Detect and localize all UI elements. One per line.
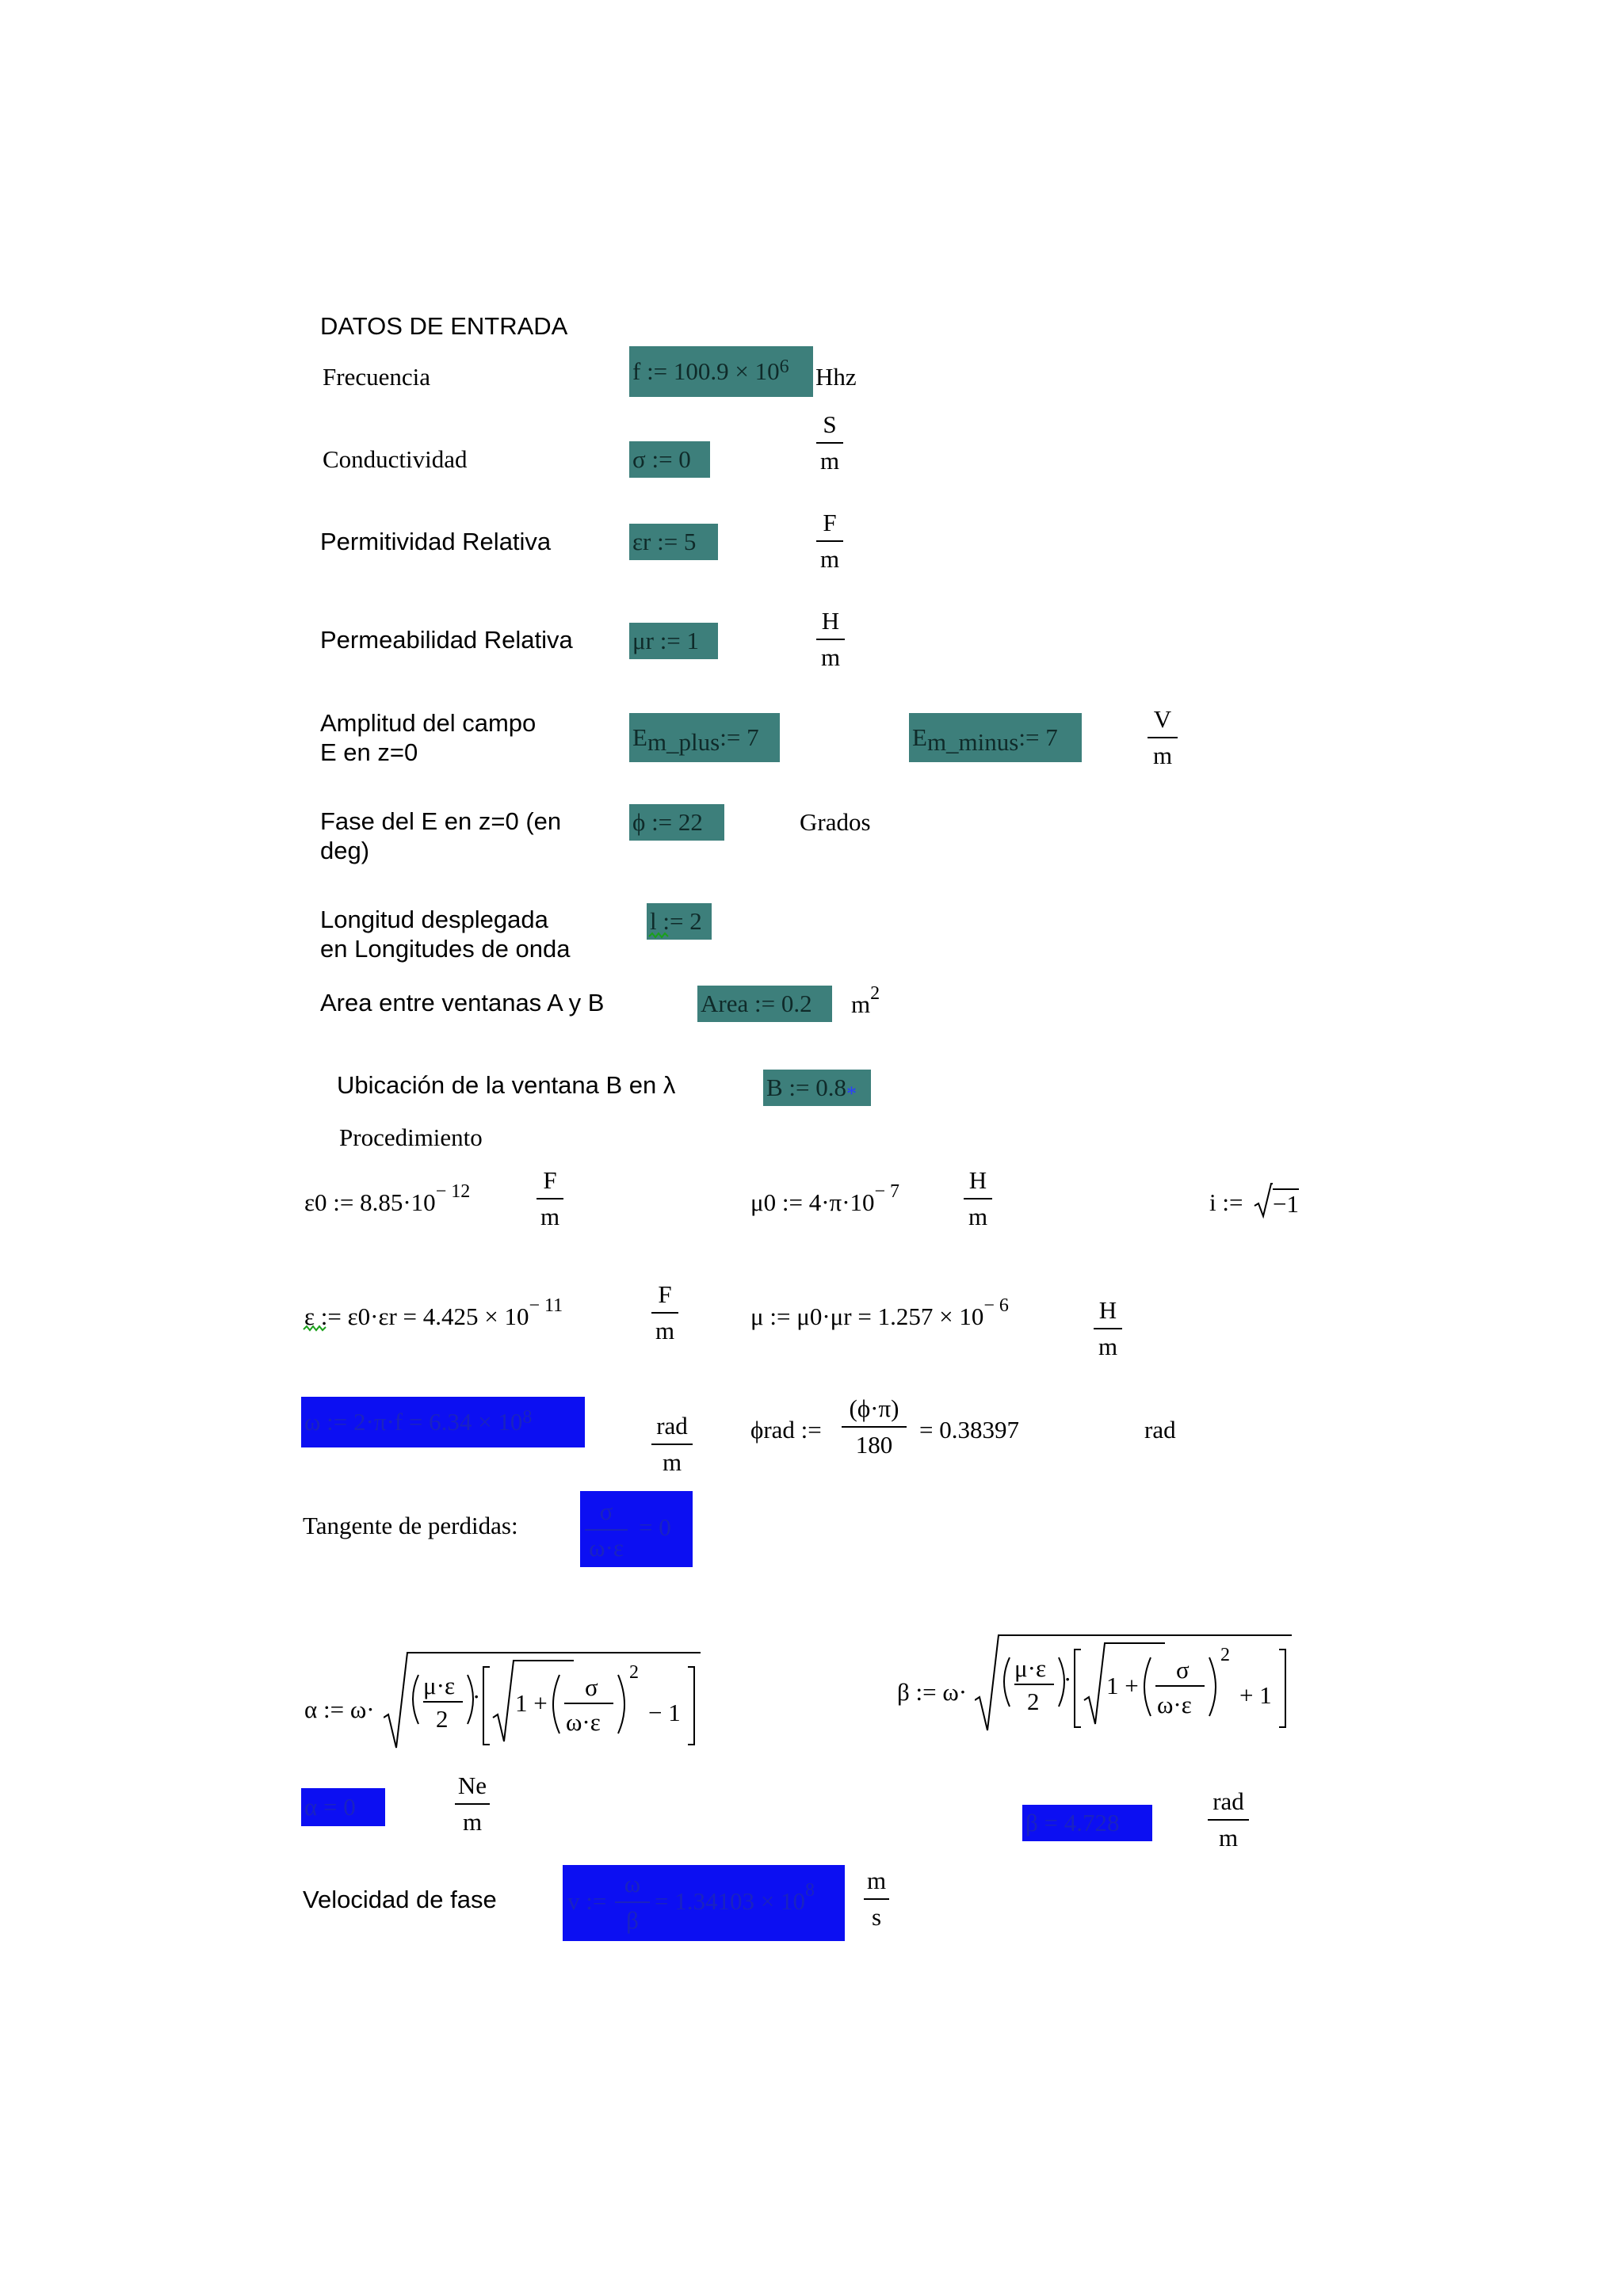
beta-omega-eps: ω·ε	[1157, 1691, 1192, 1718]
unit-numerator: V	[1153, 705, 1172, 733]
unit-denominator: m	[462, 1808, 483, 1836]
alpha-mu-eps: μ·ε	[423, 1672, 455, 1699]
area-expression: Area := 0.2	[701, 990, 812, 1017]
svg-text:·: ·	[472, 1683, 481, 1711]
phirad-lhs: ϕrad :=	[750, 1416, 822, 1444]
unit-numerator: F	[823, 509, 837, 536]
label-longitud-line1: Longitud desplegada	[320, 906, 548, 933]
velocity-numerator: ω	[624, 1870, 641, 1897]
beta-unit	[1208, 1787, 1249, 1852]
warning-squiggle-icon	[648, 932, 669, 940]
beta-exponent: 2	[1220, 1645, 1230, 1665]
unit-denominator: s	[871, 1903, 882, 1931]
unit-numerator: Ne	[457, 1772, 487, 1799]
em-plus-input-region[interactable]: E $_{m\_plus}$ := 7	[629, 713, 780, 762]
amplitude-unit	[1148, 705, 1178, 770]
area-unit	[851, 982, 880, 1019]
conductivity-input-region[interactable]	[629, 441, 710, 478]
frequency-expression: f := 100.9 × 10	[632, 357, 780, 385]
alpha-two: 2	[436, 1705, 449, 1733]
alpha-lhs: α := ω·	[304, 1695, 375, 1723]
velocity-unit	[864, 1867, 889, 1932]
phirad-result: = 0.38397	[919, 1416, 1019, 1444]
label-velocidad: Velocidad de fase	[303, 1886, 497, 1913]
imaginary-radicand: −1	[1273, 1190, 1299, 1218]
omega-expression: ω := 2·π·f = 6.34 × 10	[304, 1408, 523, 1436]
length-expression: l := 2	[650, 907, 702, 935]
unit-denominator: m	[1218, 1824, 1239, 1852]
beta-sigma: σ	[1176, 1656, 1190, 1684]
mu0-exponent: − 7	[874, 1180, 900, 1202]
em-minus-input-region[interactable]: E $_{m\_minus}$ := 7	[909, 713, 1082, 762]
phase-unit: Grados	[800, 808, 871, 836]
unit-numerator: F	[658, 1280, 672, 1308]
omega-unit	[651, 1412, 693, 1477]
alpha-result-region[interactable]	[301, 1788, 385, 1826]
beta-mu-eps: μ·ε	[1014, 1654, 1046, 1682]
warning-squiggle-icon	[303, 1325, 327, 1333]
window-b-expression: B := 0.8	[766, 1074, 847, 1101]
area-unit-exponent: 2	[870, 982, 880, 1004]
window-b-input-region[interactable]	[763, 1070, 871, 1106]
unit-denominator: m	[1152, 742, 1173, 769]
alpha-tail: − 1	[648, 1699, 681, 1726]
mu-definition	[750, 1295, 1009, 1331]
label-longitud-line2: en Longitudes de onda	[320, 935, 571, 963]
label-permeabilidad: Permeabilidad Relativa	[320, 626, 573, 654]
unit-denominator: m	[819, 545, 840, 573]
mu-expression: μ := μ0·μr = 1.257 × 10	[750, 1302, 984, 1330]
phase-expression: ϕ := 22	[632, 808, 703, 836]
em-minus-value: := 7	[1018, 723, 1058, 751]
svg-text:·: ·	[1064, 1665, 1072, 1693]
beta-result-region[interactable]	[1022, 1805, 1152, 1841]
epsilon-definition	[304, 1295, 563, 1331]
unit-numerator: F	[543, 1166, 557, 1194]
beta-result: β = 4.728	[1025, 1809, 1120, 1836]
frequency-unit: Hhz	[815, 363, 857, 391]
alpha-formula	[384, 1648, 701, 1751]
unit-numerator: rad	[1212, 1787, 1244, 1815]
label-conductividad: Conductividad	[323, 445, 468, 473]
section-heading-datos: DATOS DE ENTRADA	[320, 312, 568, 340]
label-longitud	[320, 905, 570, 963]
mu0-unit	[964, 1166, 992, 1231]
velocity-denominator: β	[626, 1906, 639, 1934]
frequency-input-region[interactable]: f := 100.9 × 10 $^6$	[629, 346, 813, 397]
unit-denominator: m	[819, 447, 840, 475]
unit-numerator: S	[823, 410, 837, 438]
unit-denominator: m	[1098, 1333, 1118, 1360]
unit-numerator: rad	[656, 1412, 688, 1440]
radical-sign-icon	[1254, 1182, 1273, 1219]
phirad-denominator: 180	[855, 1431, 893, 1459]
velocity-result-value: = 1.34103 × 10	[655, 1887, 805, 1915]
permittivity-expression: εr := 5	[632, 528, 697, 555]
label-frecuencia: Frecuencia	[323, 363, 430, 391]
loss-tangent-denominator: ω·ε	[589, 1534, 624, 1562]
area-input-region[interactable]	[697, 986, 832, 1022]
permeability-unit	[816, 607, 845, 672]
permittivity-input-region[interactable]	[629, 524, 718, 560]
imaginary-unit-definition	[1209, 1188, 1243, 1217]
epsilon0-unit	[537, 1166, 563, 1231]
epsilon-unit	[651, 1280, 678, 1345]
loss-tangent-numerator: σ	[599, 1497, 613, 1525]
permittivity-unit	[816, 509, 843, 574]
beta-one-plus: 1 +	[1106, 1672, 1139, 1699]
unit-numerator: H	[1098, 1296, 1117, 1324]
phirad-numerator: (ϕ·π)	[849, 1394, 899, 1422]
epsilon0-definition	[304, 1180, 471, 1217]
epsilon-exponent: − 11	[529, 1295, 563, 1316]
label-ubicacion: Ubicación de la ventana B en λ	[337, 1071, 676, 1099]
alpha-sigma: σ	[585, 1673, 598, 1701]
label-amplitud-line2: E en z=0	[320, 738, 418, 766]
permeability-expression: μr := 1	[632, 627, 700, 654]
velocity-result	[655, 1879, 815, 1916]
section-heading-procedimiento: Procedimiento	[339, 1123, 483, 1151]
beta-formula	[975, 1630, 1292, 1733]
beta-lhs: β := ω·	[897, 1678, 968, 1706]
velocity-exponent: 8	[804, 1879, 815, 1901]
mu-unit	[1094, 1296, 1122, 1361]
phirad-unit: rad	[1144, 1416, 1176, 1444]
label-tangente: Tangente de perdidas:	[303, 1512, 518, 1539]
alpha-unit	[455, 1772, 490, 1836]
phirad-fraction	[842, 1394, 907, 1459]
area-unit-base: m	[851, 990, 871, 1018]
epsilon0-exponent: − 12	[435, 1180, 471, 1202]
beta-tail: + 1	[1239, 1681, 1272, 1709]
conductivity-unit	[816, 410, 843, 475]
label-permitividad: Permitividad Relativa	[320, 528, 552, 555]
em-plus-base: E	[632, 723, 647, 751]
unit-denominator: m	[662, 1448, 682, 1476]
alpha-omega-eps: ω·ε	[566, 1708, 601, 1736]
velocity-fraction	[615, 1870, 650, 1935]
label-amplitud	[320, 708, 536, 767]
em-minus-base: E	[912, 723, 927, 751]
label-amplitud-line1: Amplitud del campo	[320, 709, 537, 737]
label-fase	[320, 807, 561, 865]
conductivity-expression: σ := 0	[632, 445, 691, 473]
label-fase-line1: Fase del E en z=0 (en	[320, 807, 562, 835]
mu-exponent: − 6	[983, 1295, 1009, 1316]
beta-two: 2	[1027, 1688, 1040, 1715]
unit-denominator: m	[968, 1203, 988, 1230]
imaginary-lhs: i :=	[1209, 1188, 1243, 1216]
em-plus-value: := 7	[720, 723, 759, 751]
label-fase-line2: deg)	[320, 837, 370, 864]
epsilon-expression: ε := ε0·εr = 4.425 × 10	[304, 1302, 529, 1330]
permeability-input-region[interactable]	[629, 623, 718, 659]
alpha-result: α = 0	[304, 1793, 356, 1821]
velocity-lhs: v :=	[567, 1887, 607, 1915]
mu0-definition	[750, 1180, 900, 1217]
unit-denominator: m	[655, 1317, 675, 1344]
loss-tangent-result: = 0	[639, 1513, 671, 1541]
epsilon0-expression: ε0 := 8.85·10	[304, 1188, 436, 1216]
unit-numerator: m	[866, 1867, 887, 1894]
unit-numerator: H	[821, 607, 840, 635]
omega-result-region[interactable]: ω := 2·π·f = 6.34 × 10 $^8$	[301, 1397, 585, 1447]
alpha-one-plus: 1 +	[515, 1689, 548, 1717]
loss-tangent-fraction	[585, 1497, 628, 1562]
edit-marker-icon: *	[846, 1082, 857, 1105]
unit-denominator: m	[540, 1203, 560, 1230]
unit-numerator: H	[968, 1166, 987, 1194]
unit-denominator: m	[820, 643, 841, 671]
mu0-expression: μ0 := 4·π·10	[750, 1188, 875, 1216]
alpha-exponent: 2	[629, 1662, 639, 1683]
phase-input-region[interactable]	[629, 804, 724, 841]
label-area: Area entre ventanas A y B	[320, 989, 605, 1016]
